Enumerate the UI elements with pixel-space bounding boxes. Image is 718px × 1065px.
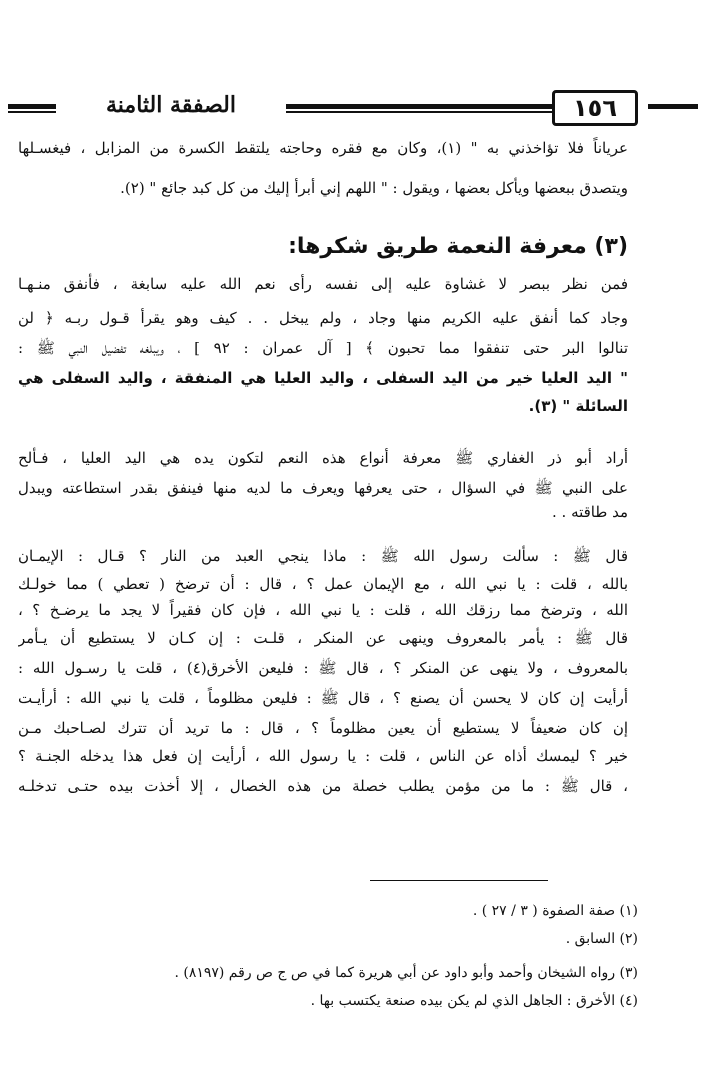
footnote: (٣) رواه الشيخان وأحمد وأبو داود عن أبي هريرة كما في ص ج ص رقم (٨١٩٧) .	[174, 965, 638, 981]
footnote: (١) صفة الصفوة ( ٣ / ٢٧ ) .	[472, 903, 638, 919]
header-rule-right	[648, 104, 698, 109]
paragraph-line: مد طاقته . .	[552, 503, 628, 521]
hadith-line: السائلة " (٣).	[528, 397, 628, 415]
page-header	[8, 88, 708, 122]
paragraph-line: خير ؟ ليمسك أذاه عن الناس ، قلت : يا رسول الله ، أرأيت إن فعل هذا يدخله الجنـة ؟	[18, 747, 628, 765]
intro-line: عرياناً فلا تؤاخذني به " (١)، وكان مع فقره وحاجته يلتقط الكسرة من المزابل ، فيغسـلها	[18, 139, 628, 157]
page-number: ١٥٦	[552, 90, 638, 126]
footnote-separator	[370, 880, 548, 881]
paragraph-line: ، قال ﷺ : ما من مؤمن يطلب خصلة من هذه الخصال ، إلا أخذت بيده حتـى تدخلـه	[18, 777, 628, 795]
paragraph-line: أرأيت إن كان لا يحسن أن يصنع ؟ ، قال ﷺ : فليعن مظلوماً ، قلت يا نبي الله : أرأيـت	[18, 689, 628, 707]
intro-line: ويتصدق ببعضها ويأكل بعضها ، ويقول : " اللهم إني أبرأ إليك من كل كبد جائع " (٢).	[120, 179, 628, 197]
paragraph-line: الله ، وترضخ مما رزقك الله ، قلت : يا نبي الله ، فإن كان فقيراً لا يجد ما يرضـخ ؟ ،	[18, 601, 628, 619]
paragraph-line: إن كان ضعيفاً لا يستطيع أن يعين مظلوماً ؟ ، قال : ما تريد أن تترك لصـاحبك مـن	[18, 719, 628, 737]
paragraph-line: تنالوا البر حتى تنفقوا مما تحبون ﴾ [ آل عمران : ٩٢ ] ، ويبلغه تفضيل النبي ﷺ :	[18, 339, 628, 357]
hadith-line: " اليد العليا خير من اليد السفلى ، واليد العليا هي المنفقة ، واليد السفلى هي	[18, 369, 628, 387]
paragraph-line: بالله ، قلت : يا نبي الله ، مع الإيمان عمل ؟ ، قال : أن ترضخ ( تعطي ) مما خولـك	[18, 575, 628, 593]
running-title: الصفقة الثامنة	[56, 88, 286, 122]
footnote: (٤) الأخرق : الجاهل الذي لم يكن بيده صنعة يكتسب بها .	[310, 993, 638, 1009]
paragraph-line: قال ﷺ : يأمر بالمعروف وينهى عن المنكر ، قلـت : إن كـان لا يستطيع أن يـأمر	[18, 629, 628, 647]
paragraph-line: وجاد كما أنفق عليه الكريم منها وجاد ، ولم يبخل . . كيف وهو يقرأ قـول ربـه ﴿ لن	[18, 309, 628, 327]
footnote: (٢) السابق .	[565, 931, 638, 947]
paragraph-line: فمن نظر ببصر لا غشاوة عليه إلى نفسه رأى نعم الله عليه سابغة ، فأنفق منـهـا	[18, 275, 628, 293]
paragraph-line: على النبي ﷺ في السؤال ، حتى يعرفها ويعرف ما لديه منها فينفق بقدر استطاعته ويبدل	[18, 479, 628, 497]
paragraph-line: بالمعروف ، ولا ينهى عن المنكر ؟ ، قال ﷺ : فليعن الأخرق(٤) ، قلت يا رسـول الله :	[18, 659, 628, 677]
section-heading: (٣) معرفة النعمة طريق شكرها:	[288, 234, 628, 259]
paragraph-line: قال ﷺ : سألت رسول الله ﷺ : ماذا ينجي العبد من النار ؟ قـال : الإيمـان	[18, 547, 628, 565]
paragraph-line: أراد أبو ذر الغفاري ﷺ معرفة أنواع هذه النعم لتكون يده هي اليد العليا ، فـألح	[18, 449, 628, 467]
